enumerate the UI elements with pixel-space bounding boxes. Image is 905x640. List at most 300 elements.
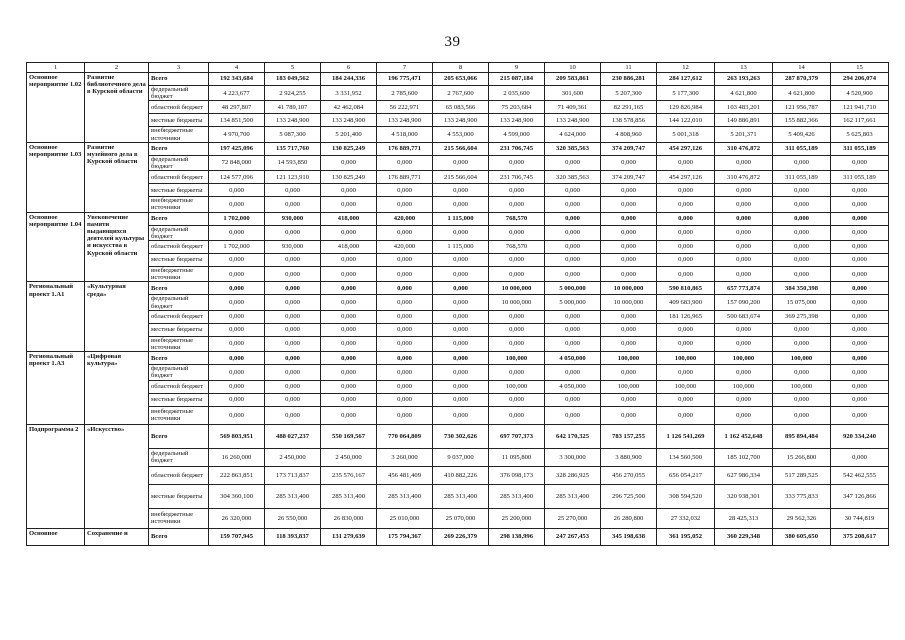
amount-cell: 29 562,326 — [773, 508, 831, 528]
amount-cell: 10 000,000 — [601, 295, 657, 310]
amount-cell: 0,000 — [321, 155, 377, 170]
column-header: 9 — [489, 63, 545, 73]
amount-cell: 569 803,951 — [209, 424, 265, 448]
column-header: 6 — [321, 63, 377, 73]
table-row — [27, 508, 889, 528]
amount-cell: 5 201,371 — [715, 127, 773, 142]
amount-cell: 48 297,807 — [209, 101, 265, 114]
amount-cell: 0,000 — [601, 254, 657, 267]
amount-cell: 0,000 — [545, 267, 601, 282]
amount-cell: 100,000 — [773, 380, 831, 393]
amount-cell: 895 894,484 — [773, 424, 831, 448]
amount-cell: 420,000 — [377, 241, 433, 254]
amount-cell: 155 882,366 — [773, 114, 831, 127]
column-header: 10 — [545, 63, 601, 73]
funding-source-cell: областной бюджет — [149, 466, 209, 484]
activity-name-cell: Увековечение памяти выдающихся деятелей культуры и искусства в Курской области — [85, 212, 149, 282]
amount-cell: 130 825,249 — [321, 171, 377, 184]
amount-cell: 0,000 — [209, 295, 265, 310]
amount-cell: 82 291,165 — [601, 101, 657, 114]
funding-source-cell: Всего — [149, 73, 209, 86]
amount-cell: 456 481,409 — [377, 466, 433, 484]
amount-cell: 456 270,055 — [601, 466, 657, 484]
amount-cell: 0,000 — [831, 212, 889, 225]
funding-source-cell: местные бюджеты — [149, 393, 209, 406]
funding-source-cell: внебюджетные источники — [149, 127, 209, 142]
amount-cell: 0,000 — [773, 241, 831, 254]
amount-cell: 1 115,000 — [433, 212, 489, 225]
funding-source-cell: Всего — [149, 424, 209, 448]
funding-source-cell: федеральный бюджет — [149, 365, 209, 380]
table-row — [27, 241, 889, 254]
amount-cell: 0,000 — [773, 336, 831, 351]
amount-cell: 0,000 — [433, 184, 489, 197]
amount-cell: 656 054,217 — [657, 466, 715, 484]
amount-cell: 454 297,126 — [657, 171, 715, 184]
amount-cell: 0,000 — [773, 184, 831, 197]
amount-cell: 517 289,525 — [773, 466, 831, 484]
amount-cell: 0,000 — [545, 323, 601, 336]
amount-cell: 301,600 — [545, 86, 601, 101]
amount-cell: 311 055,189 — [773, 142, 831, 155]
amount-cell: 0,000 — [601, 323, 657, 336]
amount-cell: 420,000 — [377, 212, 433, 225]
amount-cell: 0,000 — [657, 406, 715, 424]
amount-cell: 0,000 — [265, 365, 321, 380]
funding-source-cell: местные бюджеты — [149, 484, 209, 508]
amount-cell: 14 593,850 — [265, 155, 321, 170]
amount-cell: 0,000 — [265, 336, 321, 351]
amount-cell: 26 830,000 — [321, 508, 377, 528]
amount-cell: 0,000 — [489, 365, 545, 380]
amount-cell: 310 476,872 — [715, 142, 773, 155]
budget-table — [26, 62, 889, 546]
amount-cell: 15 266,800 — [773, 448, 831, 466]
amount-cell: 0,000 — [489, 155, 545, 170]
amount-cell: 0,000 — [321, 310, 377, 323]
amount-cell: 308 594,520 — [657, 484, 715, 508]
amount-cell: 0,000 — [321, 282, 377, 295]
amount-cell: 100,000 — [489, 352, 545, 365]
amount-cell: 27 332,032 — [657, 508, 715, 528]
funding-source-cell: областной бюджет — [149, 101, 209, 114]
amount-cell: 0,000 — [265, 295, 321, 310]
table-body — [27, 63, 889, 546]
amount-cell: 197 425,096 — [209, 142, 265, 155]
amount-cell: 0,000 — [377, 336, 433, 351]
amount-cell: 25 270,000 — [545, 508, 601, 528]
table-row — [27, 380, 889, 393]
amount-cell: 0,000 — [433, 267, 489, 282]
amount-cell: 0,000 — [433, 295, 489, 310]
amount-cell: 0,000 — [489, 393, 545, 406]
amount-cell: 100,000 — [715, 380, 773, 393]
amount-cell: 231 706,745 — [489, 142, 545, 155]
amount-cell: 0,000 — [377, 225, 433, 240]
amount-cell: 0,000 — [601, 225, 657, 240]
funding-source-cell: областной бюджет — [149, 241, 209, 254]
amount-cell: 0,000 — [265, 380, 321, 393]
amount-cell: 0,000 — [377, 254, 433, 267]
amount-cell: 0,000 — [209, 254, 265, 267]
amount-cell: 627 986,334 — [715, 466, 773, 484]
amount-cell: 4 518,000 — [377, 127, 433, 142]
table-row — [27, 86, 889, 101]
amount-cell: 72 848,000 — [209, 155, 265, 170]
amount-cell: 488 027,237 — [265, 424, 321, 448]
amount-cell: 730 302,626 — [433, 424, 489, 448]
funding-source-cell: областной бюджет — [149, 310, 209, 323]
amount-cell: 0,000 — [265, 282, 321, 295]
amount-cell: 0,000 — [321, 365, 377, 380]
amount-cell: 0,000 — [545, 225, 601, 240]
amount-cell: 0,000 — [377, 380, 433, 393]
amount-cell: 0,000 — [209, 282, 265, 295]
amount-cell: 0,000 — [265, 225, 321, 240]
table-row-total — [27, 424, 889, 448]
amount-cell: 0,000 — [545, 406, 601, 424]
amount-cell: 376 098,173 — [489, 466, 545, 484]
amount-cell: 100,000 — [601, 352, 657, 365]
amount-cell: 642 170,325 — [545, 424, 601, 448]
amount-cell: 0,000 — [489, 267, 545, 282]
amount-cell: 3 331,952 — [321, 86, 377, 101]
amount-cell: 0,000 — [265, 267, 321, 282]
amount-cell: 0,000 — [831, 155, 889, 170]
amount-cell: 2 450,000 — [265, 448, 321, 466]
amount-cell: 410 882,226 — [433, 466, 489, 484]
amount-cell: 0,000 — [831, 365, 889, 380]
amount-cell: 287 870,379 — [773, 73, 831, 86]
amount-cell: 697 707,373 — [489, 424, 545, 448]
amount-cell: 3 880,900 — [601, 448, 657, 466]
amount-cell: 768,570 — [489, 212, 545, 225]
amount-cell: 124 577,096 — [209, 171, 265, 184]
amount-cell: 0,000 — [601, 336, 657, 351]
amount-cell: 0,000 — [831, 393, 889, 406]
amount-cell: 133 248,900 — [489, 114, 545, 127]
amount-cell: 0,000 — [601, 365, 657, 380]
amount-cell: 1 115,000 — [433, 241, 489, 254]
amount-cell: 0,000 — [209, 406, 265, 424]
amount-cell: 2 785,600 — [377, 86, 433, 101]
amount-cell: 0,000 — [773, 155, 831, 170]
amount-cell: 0,000 — [715, 225, 773, 240]
funding-source-cell: федеральный бюджет — [149, 225, 209, 240]
amount-cell: 374 209,747 — [601, 171, 657, 184]
amount-cell: 4 808,960 — [601, 127, 657, 142]
amount-cell: 0,000 — [489, 197, 545, 212]
amount-cell: 0,000 — [715, 406, 773, 424]
amount-cell: 42 462,084 — [321, 101, 377, 114]
amount-cell: 5 000,000 — [545, 295, 601, 310]
amount-cell: 0,000 — [321, 323, 377, 336]
table-row — [27, 114, 889, 127]
amount-cell: 0,000 — [831, 184, 889, 197]
amount-cell: 175 794,367 — [377, 528, 433, 545]
amount-cell: 0,000 — [715, 365, 773, 380]
amount-cell: 0,000 — [831, 380, 889, 393]
amount-cell: 374 209,747 — [601, 142, 657, 155]
table-row — [27, 295, 889, 310]
amount-cell: 25 200,000 — [489, 508, 545, 528]
amount-cell: 0,000 — [601, 155, 657, 170]
amount-cell: 0,000 — [601, 212, 657, 225]
amount-cell: 138 578,856 — [601, 114, 657, 127]
amount-cell: 0,000 — [715, 393, 773, 406]
amount-cell: 5 177,300 — [657, 86, 715, 101]
amount-cell: 100,000 — [657, 380, 715, 393]
table-row-total — [27, 73, 889, 86]
activity-name-cell: «Цифровая культура» — [85, 352, 149, 424]
amount-cell: 0,000 — [545, 212, 601, 225]
amount-cell: 41 789,107 — [265, 101, 321, 114]
funding-source-cell: федеральный бюджет — [149, 86, 209, 101]
amount-cell: 100,000 — [601, 380, 657, 393]
amount-cell: 133 248,900 — [377, 114, 433, 127]
table-row-total — [27, 142, 889, 155]
amount-cell: 0,000 — [321, 352, 377, 365]
amount-cell: 0,000 — [545, 393, 601, 406]
amount-cell: 209 583,861 — [545, 73, 601, 86]
amount-cell: 1 702,000 — [209, 241, 265, 254]
amount-cell: 215 566,604 — [433, 142, 489, 155]
table-row — [27, 310, 889, 323]
amount-cell: 133 248,900 — [545, 114, 601, 127]
amount-cell: 0,000 — [377, 406, 433, 424]
amount-cell: 269 226,379 — [433, 528, 489, 545]
table-row — [27, 336, 889, 351]
funding-source-cell: федеральный бюджет — [149, 448, 209, 466]
amount-cell: 0,000 — [545, 254, 601, 267]
table-row — [27, 225, 889, 240]
amount-cell: 0,000 — [715, 323, 773, 336]
amount-cell: 0,000 — [377, 310, 433, 323]
amount-cell: 0,000 — [657, 323, 715, 336]
amount-cell: 5 409,426 — [773, 127, 831, 142]
amount-cell: 0,000 — [433, 155, 489, 170]
amount-cell: 361 195,052 — [657, 528, 715, 545]
amount-cell: 134 851,500 — [209, 114, 265, 127]
amount-cell: 0,000 — [433, 365, 489, 380]
amount-cell: 345 198,638 — [601, 528, 657, 545]
amount-cell: 121 941,710 — [831, 101, 889, 114]
amount-cell: 0,000 — [433, 352, 489, 365]
amount-cell: 0,000 — [433, 323, 489, 336]
amount-cell: 0,000 — [489, 336, 545, 351]
amount-cell: 215 566,604 — [433, 171, 489, 184]
amount-cell: 0,000 — [831, 267, 889, 282]
amount-cell: 311 055,189 — [773, 171, 831, 184]
amount-cell: 418,000 — [321, 212, 377, 225]
table-row — [27, 448, 889, 466]
amount-cell: 0,000 — [831, 254, 889, 267]
amount-cell: 9 037,000 — [433, 448, 489, 466]
amount-cell: 0,000 — [773, 267, 831, 282]
amount-cell: 285 313,400 — [433, 484, 489, 508]
amount-cell: 0,000 — [209, 267, 265, 282]
amount-cell: 0,000 — [321, 380, 377, 393]
amount-cell: 5 625,803 — [831, 127, 889, 142]
amount-cell: 5 087,300 — [265, 127, 321, 142]
amount-cell: 4 621,800 — [773, 86, 831, 101]
amount-cell: 0,000 — [209, 225, 265, 240]
amount-cell: 0,000 — [489, 406, 545, 424]
activity-code-cell: Основное мероприятие 1.04 — [27, 212, 85, 282]
amount-cell: 380 605,650 — [773, 528, 831, 545]
amount-cell: 0,000 — [601, 197, 657, 212]
amount-cell: 311 055,189 — [831, 171, 889, 184]
column-header: 13 — [715, 63, 773, 73]
amount-cell: 192 343,684 — [209, 73, 265, 86]
amount-cell: 320 385,563 — [545, 142, 601, 155]
table-row-total — [27, 282, 889, 295]
amount-cell: 26 280,800 — [601, 508, 657, 528]
amount-cell: 0,000 — [601, 393, 657, 406]
amount-cell: 0,000 — [657, 155, 715, 170]
amount-cell: 0,000 — [545, 184, 601, 197]
amount-cell: 0,000 — [377, 365, 433, 380]
funding-source-cell: внебюджетные источники — [149, 267, 209, 282]
amount-cell: 10 000,000 — [601, 282, 657, 295]
amount-cell: 2 767,600 — [433, 86, 489, 101]
amount-cell: 0,000 — [773, 225, 831, 240]
amount-cell: 0,000 — [601, 406, 657, 424]
amount-cell: 131 279,639 — [321, 528, 377, 545]
amount-cell: 328 286,925 — [545, 466, 601, 484]
funding-source-cell: местные бюджеты — [149, 323, 209, 336]
amount-cell: 294 206,074 — [831, 73, 889, 86]
table-row — [27, 171, 889, 184]
amount-cell: 215 087,184 — [489, 73, 545, 86]
activity-name-cell: Сохранение и — [85, 528, 149, 545]
amount-cell: 0,000 — [601, 267, 657, 282]
amount-cell: 100,000 — [773, 352, 831, 365]
amount-cell: 4 599,000 — [489, 127, 545, 142]
amount-cell: 0,000 — [377, 155, 433, 170]
amount-cell: 1 126 541,269 — [657, 424, 715, 448]
amount-cell: 0,000 — [715, 197, 773, 212]
table-row — [27, 393, 889, 406]
amount-cell: 0,000 — [545, 336, 601, 351]
amount-cell: 360 229,348 — [715, 528, 773, 545]
amount-cell: 5 000,000 — [545, 282, 601, 295]
amount-cell: 0,000 — [773, 254, 831, 267]
column-header: 7 — [377, 63, 433, 73]
amount-cell: 2 450,000 — [321, 448, 377, 466]
amount-cell: 121 956,787 — [773, 101, 831, 114]
amount-cell: 375 208,617 — [831, 528, 889, 545]
amount-cell: 0,000 — [657, 212, 715, 225]
amount-cell: 0,000 — [377, 267, 433, 282]
amount-cell: 0,000 — [657, 254, 715, 267]
activity-name-cell: «Культурная среда» — [85, 282, 149, 352]
amount-cell: 196 775,471 — [377, 73, 433, 86]
amount-cell: 162 117,661 — [831, 114, 889, 127]
amount-cell: 0,000 — [377, 295, 433, 310]
amount-cell: 590 810,865 — [657, 282, 715, 295]
column-header: 3 — [149, 63, 209, 73]
amount-cell: 157 090,200 — [715, 295, 773, 310]
amount-cell: 550 169,567 — [321, 424, 377, 448]
amount-cell: 15 075,000 — [773, 295, 831, 310]
amount-cell: 0,000 — [321, 406, 377, 424]
amount-cell: 0,000 — [265, 323, 321, 336]
amount-cell: 0,000 — [545, 197, 601, 212]
amount-cell: 4 520,900 — [831, 86, 889, 101]
amount-cell: 0,000 — [265, 254, 321, 267]
page-number: 39 — [444, 34, 461, 50]
amount-cell: 0,000 — [657, 241, 715, 254]
amount-cell: 0,000 — [209, 184, 265, 197]
amount-cell: 133 248,900 — [265, 114, 321, 127]
amount-cell: 285 313,400 — [545, 484, 601, 508]
table-row — [27, 184, 889, 197]
amount-cell: 16 260,000 — [209, 448, 265, 466]
amount-cell: 10 000,000 — [489, 282, 545, 295]
table-row — [27, 365, 889, 380]
amount-cell: 0,000 — [209, 323, 265, 336]
amount-cell: 0,000 — [433, 225, 489, 240]
amount-cell: 0,000 — [715, 241, 773, 254]
amount-cell: 133 248,900 — [433, 114, 489, 127]
amount-cell: 0,000 — [377, 282, 433, 295]
amount-cell: 0,000 — [715, 212, 773, 225]
amount-cell: 149 886,891 — [715, 114, 773, 127]
table-row — [27, 127, 889, 142]
amount-cell: 0,000 — [831, 336, 889, 351]
funding-source-cell: Всего — [149, 352, 209, 365]
amount-cell: 0,000 — [545, 241, 601, 254]
amount-cell: 0,000 — [657, 267, 715, 282]
amount-cell: 0,000 — [831, 197, 889, 212]
funding-source-cell: областной бюджет — [149, 171, 209, 184]
amount-cell: 1 702,000 — [209, 212, 265, 225]
funding-source-cell: Всего — [149, 282, 209, 295]
activity-code-cell: Основное мероприятие 1.03 — [27, 142, 85, 212]
amount-cell: 0,000 — [601, 184, 657, 197]
amount-cell: 0,000 — [831, 448, 889, 466]
amount-cell: 222 863,851 — [209, 466, 265, 484]
amount-cell: 181 126,965 — [657, 310, 715, 323]
table-row — [27, 254, 889, 267]
amount-cell: 0,000 — [773, 393, 831, 406]
table-row-total — [27, 212, 889, 225]
amount-cell: 0,000 — [489, 310, 545, 323]
amount-cell: 121 123,910 — [265, 171, 321, 184]
column-header: 8 — [433, 63, 489, 73]
amount-cell: 133 248,900 — [321, 114, 377, 127]
amount-cell: 184 244,336 — [321, 73, 377, 86]
amount-cell: 0,000 — [209, 197, 265, 212]
amount-cell: 311 055,189 — [831, 142, 889, 155]
amount-cell: 130 825,249 — [321, 142, 377, 155]
funding-source-cell: местные бюджеты — [149, 184, 209, 197]
activity-name-cell: Развитие музейного дела в Курской области — [85, 142, 149, 212]
amount-cell: 1 162 452,648 — [715, 424, 773, 448]
amount-cell: 0,000 — [321, 267, 377, 282]
amount-cell: 176 889,771 — [377, 142, 433, 155]
activity-code-cell: Основное — [27, 528, 85, 545]
amount-cell: 0,000 — [715, 336, 773, 351]
amount-cell: 285 313,400 — [377, 484, 433, 508]
table-row — [27, 406, 889, 424]
amount-cell: 0,000 — [209, 393, 265, 406]
amount-cell: 0,000 — [601, 310, 657, 323]
column-header: 12 — [657, 63, 715, 73]
funding-source-cell: внебюджетные источники — [149, 197, 209, 212]
amount-cell: 0,000 — [433, 282, 489, 295]
